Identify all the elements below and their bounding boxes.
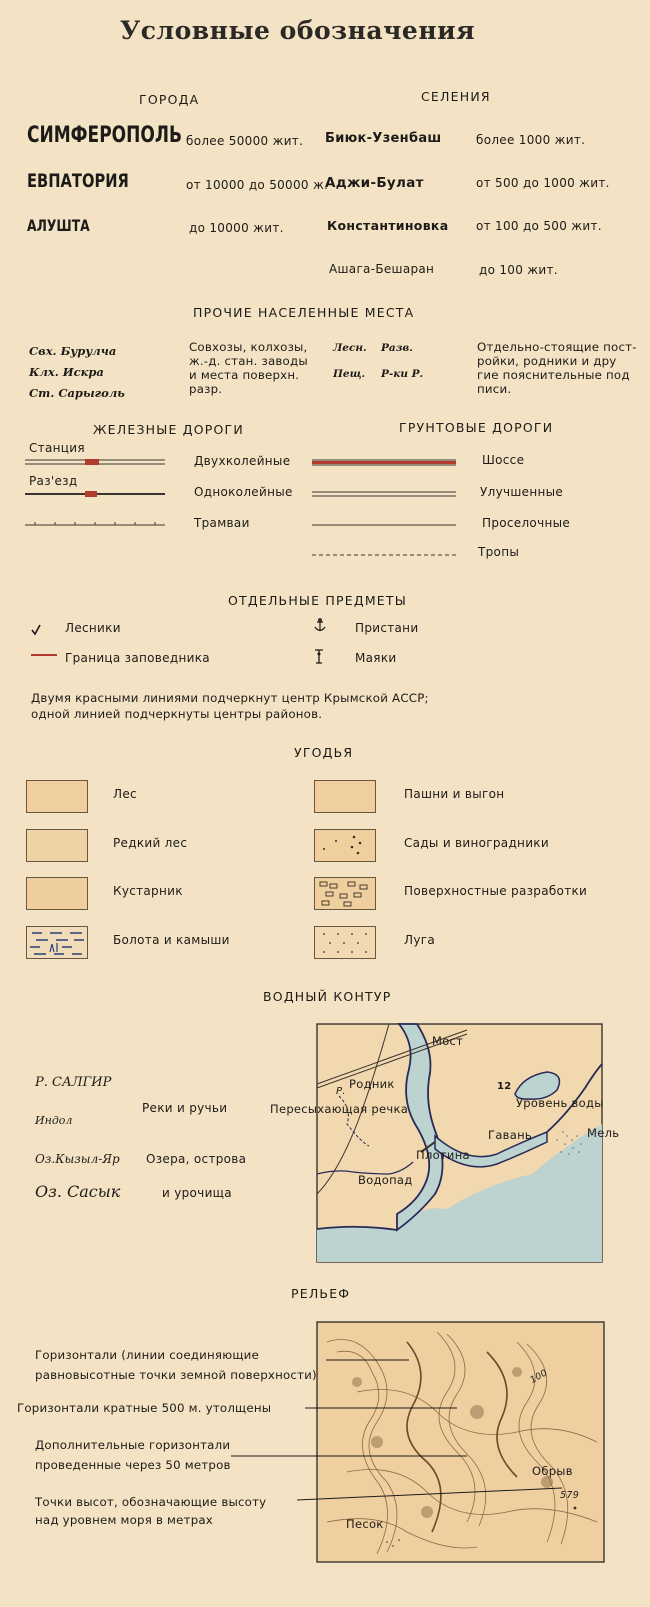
city-medium-desc: от 10000 до 50000 ж. — [186, 178, 329, 192]
quarry-swatch — [314, 877, 376, 910]
railway-single-label: Одноколейные — [194, 485, 293, 499]
meadow-swatch — [314, 926, 376, 959]
arable-swatch — [314, 780, 376, 813]
map-depth: 12 — [497, 1081, 512, 1092]
map-dry-stream: Пересыхающая речка — [270, 1102, 409, 1116]
relief-extra-contours-desc: Дополнительные горизонтали проведенные через 50 метров — [35, 1438, 231, 1472]
cities-header: ГОРОДА — [139, 92, 200, 107]
village-small-desc: от 100 до 500 жит. — [476, 219, 602, 233]
other-example-3: Ст. Сарыголь — [29, 386, 125, 400]
tramway-label: Трамваи — [194, 516, 250, 530]
railway-station-label: Станция — [29, 441, 85, 455]
villages-header: СЕЛЕНИЯ — [421, 89, 491, 104]
path-symbol — [312, 552, 456, 558]
country-road-symbol — [312, 522, 456, 528]
double-track-symbol — [25, 458, 165, 468]
river-example-2: Индол — [35, 1114, 73, 1127]
reserve-border-icon — [31, 652, 57, 658]
sparse-forest-swatch — [26, 829, 88, 862]
city-small: АЛУШТА — [27, 216, 90, 235]
orchard-label: Сады и виноградники — [404, 836, 549, 850]
forester-icon — [30, 624, 42, 636]
village-small: Константиновка — [327, 218, 449, 233]
city-small-desc: до 10000 жит. — [189, 221, 284, 235]
relief-cliff: Обрыв — [532, 1464, 573, 1478]
abbr-forester: Лесн. — [333, 342, 367, 354]
other-places-header: ПРОЧИЕ НАСЕЛЕННЫЕ МЕСТА — [193, 305, 415, 320]
city-medium: ЕВПАТОРИЯ — [27, 170, 129, 192]
railway-siding-label: Раз'езд — [29, 474, 78, 488]
lake-example-1: Оз.Кызыл-Яр — [35, 1152, 120, 1166]
map-water-level: Уровень воды — [516, 1096, 604, 1110]
tracts-label: и урочища — [162, 1186, 232, 1200]
railways-header: ЖЕЛЕЗНЫЕ ДОРОГИ — [93, 422, 244, 437]
single-track-symbol — [25, 490, 165, 500]
river-example-1: Р. САЛГИР — [35, 1075, 112, 1090]
lighthouse-label: Маяки — [355, 651, 397, 665]
village-medium: Аджи-Булат — [325, 175, 424, 191]
map-spring-abbr: Р. — [336, 1086, 346, 1097]
map-waterfall: Водопад — [358, 1173, 413, 1187]
roads-header: ГРУНТОВЫЕ ДОРОГИ — [399, 420, 554, 435]
relief-header: РЕЛЬЕФ — [291, 1286, 351, 1301]
relief-leader-lines — [17, 1360, 604, 1520]
lakes-label: Озера, острова — [146, 1152, 247, 1166]
reserve-border-label: Граница заповедника — [65, 651, 210, 665]
other-places-desc: Совхозы, колхозы, ж.-д. стан. заводы и места поверхн. разр. — [189, 340, 308, 396]
village-tiny-desc: до 100 жит. — [479, 263, 558, 277]
abbr-ruins: Разв. — [381, 342, 413, 354]
water-contour-map — [317, 1024, 602, 1262]
underline-note: Двумя красными линиями подчеркнут центр Крымской АССР; одной линией подчеркнуты центры районов. — [31, 691, 429, 721]
anchor-icon — [314, 618, 326, 634]
relief-thick-contours-desc: Горизонтали кратные 500 м. утолщены — [17, 1401, 272, 1415]
relief-sand: Песок — [346, 1517, 384, 1531]
village-large-desc: более 1000 жит. — [476, 133, 586, 147]
map-bridge: Мост — [432, 1034, 464, 1048]
shrub-swatch — [26, 877, 88, 910]
meadow-label: Луга — [404, 933, 435, 947]
other-example-2: Клх. Искра — [29, 365, 104, 379]
relief-height: 579 — [560, 1490, 580, 1501]
map-shoal: Мель — [587, 1126, 620, 1140]
map-dam: Плотина — [416, 1148, 470, 1162]
rivers-label: Реки и ручьи — [142, 1101, 228, 1115]
abbr-river: Р-ки Р. — [381, 368, 424, 380]
objects-header: ОТДЕЛЬНЫЕ ПРЕДМЕТЫ — [228, 593, 407, 608]
village-large: Биюк-Узенбаш — [325, 131, 442, 146]
lighthouse-icon — [313, 648, 325, 664]
swamp-label: Болота и камыши — [113, 933, 230, 947]
water-header: ВОДНЫЙ КОНТУР — [263, 989, 392, 1004]
map-spring: Родник — [349, 1077, 395, 1091]
railway-double-label: Двухколейные — [194, 454, 291, 468]
quarry-label: Поверхностные разработки — [404, 884, 588, 898]
other-example-1: Свх. Бурулча — [29, 344, 117, 358]
other-places-desc-2: Отдельно-стоящие пост- ройки, родники и дру гие пояснительные под писи. — [477, 340, 637, 396]
map-harbor: Гавань — [488, 1128, 532, 1142]
highway-symbol — [312, 458, 456, 468]
swamp-swatch — [26, 926, 88, 959]
legend-title: Условные обозначения — [120, 16, 476, 45]
tramway-symbol — [25, 521, 165, 531]
lake-example-2: Оз. Сасык — [35, 1182, 121, 1201]
pier-label: Пристани — [355, 621, 419, 635]
shrub-label: Кустарник — [113, 884, 183, 898]
city-large-desc: более 50000 жит. — [186, 134, 304, 148]
village-tiny: Ашага-Бешаран — [329, 262, 435, 276]
relief-heights-desc: Точки высот, обозначающие высоту над уровнем моря в метрах — [35, 1495, 267, 1527]
country-road-label: Проселочные — [482, 516, 571, 530]
forest-label: Лес — [113, 787, 137, 801]
relief-contours-desc: Горизонтали (линии соединяющие равновысотные точки земной поверхности) — [35, 1348, 317, 1382]
orchard-swatch — [314, 829, 376, 862]
forester-label: Лесники — [65, 621, 121, 635]
highway-label: Шоссе — [482, 453, 525, 467]
improved-road-label: Улучшенные — [480, 485, 564, 499]
improved-road-symbol — [312, 490, 456, 500]
path-label: Тропы — [478, 545, 520, 559]
abbr-cave: Пещ. — [333, 368, 366, 380]
sparse-forest-label: Редкий лес — [113, 836, 188, 850]
village-medium-desc: от 500 до 1000 жит. — [476, 176, 610, 190]
arable-label: Пашни и выгон — [404, 787, 505, 801]
land-header: УГОДЬЯ — [294, 745, 354, 760]
forest-swatch — [26, 780, 88, 813]
city-large: СИМФЕРОПОЛЬ — [27, 123, 182, 148]
relief-contour-value: 100 — [528, 1368, 550, 1386]
